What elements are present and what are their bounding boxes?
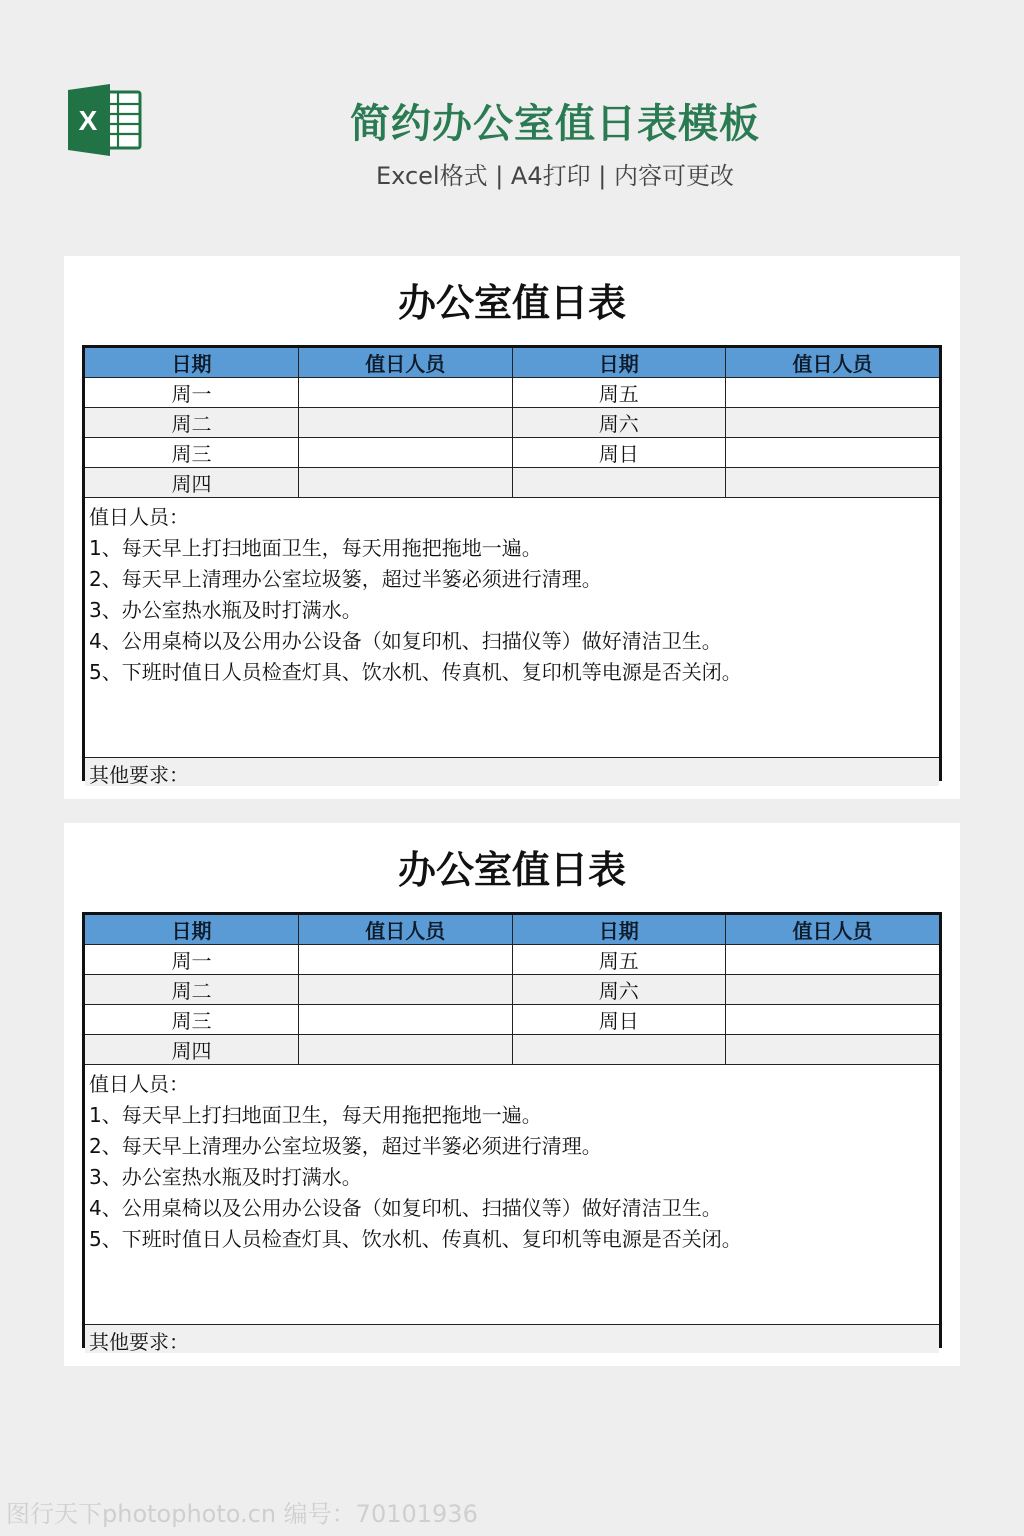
staff-cell[interactable]	[726, 438, 940, 468]
day-cell: 周五	[512, 945, 726, 975]
staff-cell[interactable]	[726, 468, 940, 498]
duty-notes	[85, 1065, 939, 1325]
other-requirements[interactable]: 其他要求：	[85, 758, 939, 786]
staff-cell[interactable]	[299, 1035, 513, 1065]
note-item: 1、每天早上打扫地面卫生，每天用拖把拖地一遍。	[89, 536, 542, 560]
sheet-frame	[82, 345, 942, 786]
header-staff: 值日人员	[299, 348, 513, 378]
header-date: 日期	[85, 915, 299, 945]
note-item: 3、办公室热水瓶及时打满水。	[89, 1165, 362, 1189]
duty-table	[85, 915, 939, 1065]
page-subtitle: Excel格式 | A4打印 | 内容可更改	[376, 162, 734, 190]
staff-cell[interactable]	[299, 378, 513, 408]
notes-heading: 值日人员：	[89, 1072, 189, 1096]
sheet-frame	[82, 912, 942, 1353]
header-date: 日期	[85, 348, 299, 378]
header-date: 日期	[512, 348, 726, 378]
staff-cell[interactable]	[726, 378, 940, 408]
table-row	[85, 945, 939, 975]
note-item: 1、每天早上打扫地面卫生，每天用拖把拖地一遍。	[89, 1103, 542, 1127]
sheet-title: 办公室值日表	[397, 848, 626, 892]
table-header-row	[85, 348, 939, 378]
day-cell: 周三	[85, 438, 299, 468]
day-cell: 周三	[85, 1005, 299, 1035]
notes-heading: 值日人员：	[89, 505, 189, 529]
note-item: 3、办公室热水瓶及时打满水。	[89, 598, 362, 622]
day-cell: 周二	[85, 975, 299, 1005]
staff-cell[interactable]	[299, 975, 513, 1005]
staff-cell[interactable]	[299, 438, 513, 468]
sheet-title: 办公室值日表	[397, 281, 626, 325]
day-cell: 周四	[85, 468, 299, 498]
staff-cell[interactable]	[299, 468, 513, 498]
logo-letter: X	[78, 105, 98, 136]
excel-logo-icon	[66, 84, 144, 156]
header-staff: 值日人员	[299, 915, 513, 945]
other-requirements[interactable]: 其他要求：	[85, 1325, 939, 1353]
day-cell: 周四	[85, 1035, 299, 1065]
duty-sheet	[64, 256, 960, 799]
staff-cell[interactable]	[726, 945, 940, 975]
day-cell: 周日	[512, 438, 726, 468]
note-item: 5、下班时值日人员检查灯具、饮水机、传真机、复印机等电源是否关闭。	[89, 1227, 742, 1251]
day-cell: 周五	[512, 378, 726, 408]
day-cell	[512, 468, 726, 498]
staff-cell[interactable]	[299, 1005, 513, 1035]
table-row	[85, 378, 939, 408]
staff-cell[interactable]	[299, 945, 513, 975]
staff-cell[interactable]	[726, 1005, 940, 1035]
day-cell: 周日	[512, 1005, 726, 1035]
note-item: 4、公用桌椅以及公用办公设备（如复印机、扫描仪等）做好清洁卫生。	[89, 629, 722, 653]
day-cell: 周一	[85, 945, 299, 975]
day-cell	[512, 1035, 726, 1065]
note-item: 2、每天早上清理办公室垃圾篓，超过半篓必须进行清理。	[89, 567, 602, 591]
note-item: 4、公用桌椅以及公用办公设备（如复印机、扫描仪等）做好清洁卫生。	[89, 1196, 722, 1220]
staff-cell[interactable]	[726, 1035, 940, 1065]
table-row	[85, 408, 939, 438]
day-cell: 周六	[512, 408, 726, 438]
table-row	[85, 438, 939, 468]
header-staff: 值日人员	[726, 915, 940, 945]
staff-cell[interactable]	[726, 408, 940, 438]
day-cell: 周二	[85, 408, 299, 438]
page-title: 简约办公室值日表模板	[350, 101, 760, 147]
watermark-text: 图行天下photophoto.cn 编号：70101936	[6, 1500, 478, 1528]
header-staff: 值日人员	[726, 348, 940, 378]
note-item: 2、每天早上清理办公室垃圾篓，超过半篓必须进行清理。	[89, 1134, 602, 1158]
day-cell: 周一	[85, 378, 299, 408]
duty-notes	[85, 498, 939, 758]
table-row	[85, 975, 939, 1005]
table-row	[85, 1005, 939, 1035]
staff-cell[interactable]	[299, 408, 513, 438]
table-row	[85, 1035, 939, 1065]
day-cell: 周六	[512, 975, 726, 1005]
duty-table	[85, 348, 939, 498]
table-row	[85, 468, 939, 498]
staff-cell[interactable]	[726, 975, 940, 1005]
duty-sheet	[64, 823, 960, 1366]
table-header-row	[85, 915, 939, 945]
header-date: 日期	[512, 915, 726, 945]
note-item: 5、下班时值日人员检查灯具、饮水机、传真机、复印机等电源是否关闭。	[89, 660, 742, 684]
